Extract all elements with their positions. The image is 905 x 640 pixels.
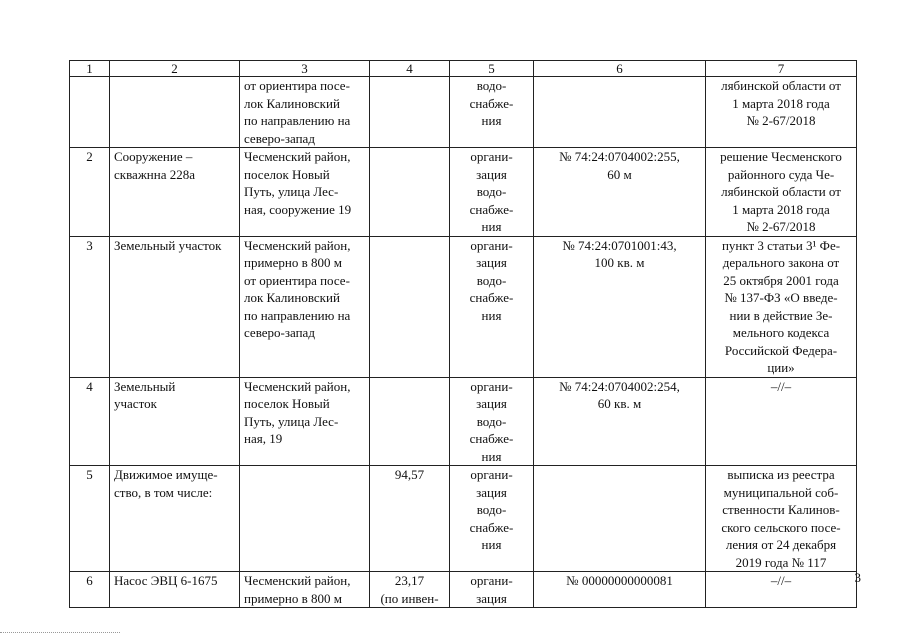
cell-name: Земельный участок [110, 377, 240, 466]
cell-purpose: органи- зация водо- снабже- ния [450, 148, 534, 237]
cell-basis: решение Чесменского районного суда Че- лябинской области от 1 марта 2018 года № 2-67/2018 [706, 148, 857, 237]
cell-address: Чесменский район, поселок Новый Путь, улица Лес- ная, 19 [240, 377, 370, 466]
cell-number: 3 [70, 236, 110, 377]
cell-cadastral: № 00000000000081 [534, 572, 706, 608]
cell-basis: выписка из реестра муниципальной соб- ственности Калинов- ского сельского посе- ления от 24 декабря 2019 года № 117 [706, 466, 857, 572]
cell-address: Чесменский район, примерно в 800 м [240, 572, 370, 608]
table-row [70, 148, 857, 237]
cell-basis: пункт 3 статьи 3¹ Фе- дерального закона от 25 октября 2001 года № 137-ФЗ «О введе- нии в действие Зе- мельного кодекса Российской Федера- ции» [706, 236, 857, 377]
table-row [70, 77, 857, 148]
header-col-5: 5 [450, 61, 534, 77]
cell-number: 2 [70, 148, 110, 237]
cell-name: Насос ЭВЦ 6-1675 [110, 572, 240, 608]
property-registry-table [69, 60, 857, 608]
table-row [70, 236, 857, 377]
cell-value [370, 377, 450, 466]
table-header-row [70, 61, 857, 77]
cell-cadastral: № 74:24:0704002:255, 60 м [534, 148, 706, 237]
cell-address: Чесменский район, поселок Новый Путь, улица Лес- ная, сооружение 19 [240, 148, 370, 237]
cell-purpose: органи- зация водо- снабже- ния [450, 236, 534, 377]
cell-value: 23,17 (по инвен- [370, 572, 450, 608]
cell-address [240, 466, 370, 572]
cell-number: 6 [70, 572, 110, 608]
header-col-3: 3 [240, 61, 370, 77]
cell-purpose: органи- зация водо- снабже- ния [450, 466, 534, 572]
cell-basis: –//– [706, 572, 857, 608]
cell-value: 94,57 [370, 466, 450, 572]
scan-artifact-line [0, 632, 120, 633]
cell-name [110, 77, 240, 148]
cell-cadastral [534, 77, 706, 148]
table-row [70, 572, 857, 608]
cell-name: Движимое имуще- ство, в том числе: [110, 466, 240, 572]
cell-basis: –//– [706, 377, 857, 466]
header-col-6: 6 [534, 61, 706, 77]
cell-value [370, 77, 450, 148]
cell-address: Чесменский район, примерно в 800 м от ориентира посе- лок Калиновский по направлению на северо-запад [240, 236, 370, 377]
header-col-4: 4 [370, 61, 450, 77]
header-col-1: 1 [70, 61, 110, 77]
cell-name: Земельный участок [110, 236, 240, 377]
cell-value [370, 148, 450, 237]
cell-address: от ориентира посе- лок Калиновский по направлению на северо-запад [240, 77, 370, 148]
cell-cadastral [534, 466, 706, 572]
cell-number [70, 77, 110, 148]
cell-purpose: органи- зация водо- снабже- ния [450, 377, 534, 466]
table-row [70, 377, 857, 466]
cell-value [370, 236, 450, 377]
cell-cadastral: № 74:24:0701001:43, 100 кв. м [534, 236, 706, 377]
cell-number: 4 [70, 377, 110, 466]
cell-purpose: водо- снабже- ния [450, 77, 534, 148]
header-col-2: 2 [110, 61, 240, 77]
cell-name: Сооружение – скважнна 228а [110, 148, 240, 237]
cell-cadastral: № 74:24:0704002:254, 60 кв. м [534, 377, 706, 466]
cell-number: 5 [70, 466, 110, 572]
cell-basis: лябинской области от 1 марта 2018 года № 2-67/2018 [706, 77, 857, 148]
cell-purpose: органи- зация [450, 572, 534, 608]
header-col-7: 7 [706, 61, 857, 77]
table-row [70, 466, 857, 572]
page-number: 3 [854, 570, 861, 585]
